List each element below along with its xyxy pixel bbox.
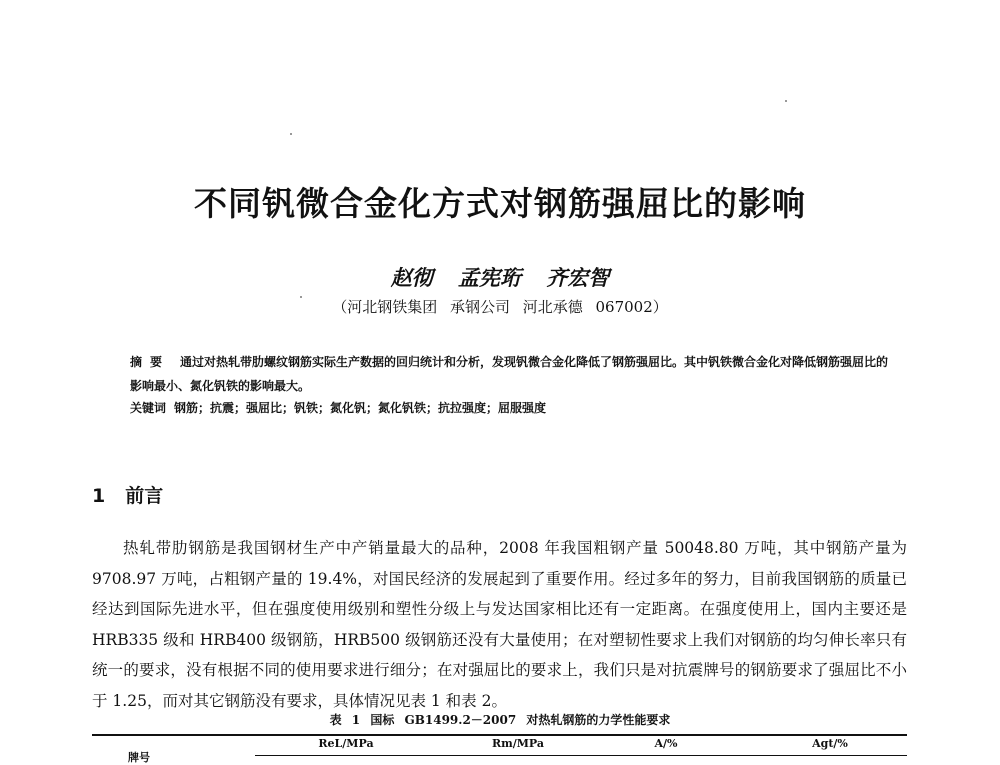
paper-title: 不同钒微合金化方式对钢筋强屈比的影响: [194, 184, 806, 223]
keywords-text: 钢筋；抗震；强屈比；钒铁；氮化钒；氮化钒铁；抗拉强度；屈服强度: [174, 401, 547, 415]
abstract-text: 通过对热轧带肋螺纹钢筋实际生产数据的回归统计和分析，发现钒微合金化降低了钢筋强屈比。其中钒铁微合金化对降低钢筋强屈比的影响最小、氮化钒铁的影响最大。: [130, 355, 889, 393]
abstract: [130, 350, 890, 398]
body-paragraph: 热轧带肋钢筋是我国钢材生产中产销量最大的品种，2008 年我国粗钢产量 50048.80 万吨，其中钢筋产量为 9708.97 万吨，占粗钢产量的 19.4%，对国民经济的发展起到了重要作用。经过多年的努力，目前我国钢筋的质量已经达到国际先进水平，但在强度使用级别和塑性分级上与发达国家相比还有一定距离。在强度使用上，国内主要还是 HRB335 级和 HRB400 级钢筋，HRB500 级钢筋还没有大量使用；在对塑韧性要求上我们对钢筋的均匀伸长率只有统一的要求，没有根据不同的使用要求进行细分；在对强屈比的要求上，我们只是对抗震牌号的钢筋要求了强屈比不小于 1.25，而对其它钢筋没有要求，具体情况见表 1 和表 2。: [92, 539, 907, 710]
table-header-brand: 牌号: [128, 751, 150, 764]
table-header-rule: [255, 755, 907, 756]
keywords-label: 关键词: [130, 401, 167, 415]
table-header-a: A/%: [654, 737, 678, 750]
table-top-rule: [92, 734, 907, 736]
table-header-agt: Agt/%: [812, 737, 848, 750]
section-title: 前言: [125, 485, 164, 507]
authors: 赵彻 孟宪珩 齐宏智: [390, 265, 610, 290]
table-header-rel: ReL/MPa: [318, 737, 374, 750]
abstract-label: 摘要: [130, 355, 171, 369]
table-header-rm: Rm/MPa: [491, 737, 545, 750]
table-caption: 表 1 国标 GB1499.2－2007 对热轧钢筋的力学性能要求: [329, 713, 671, 727]
section-heading: [92, 481, 163, 508]
section-number: 1: [92, 485, 106, 507]
speck: [290, 133, 292, 135]
affiliation: （河北钢铁集团 承钢公司 河北承德 067002）: [332, 298, 668, 316]
keywords: [130, 399, 890, 416]
speck: [785, 100, 787, 102]
